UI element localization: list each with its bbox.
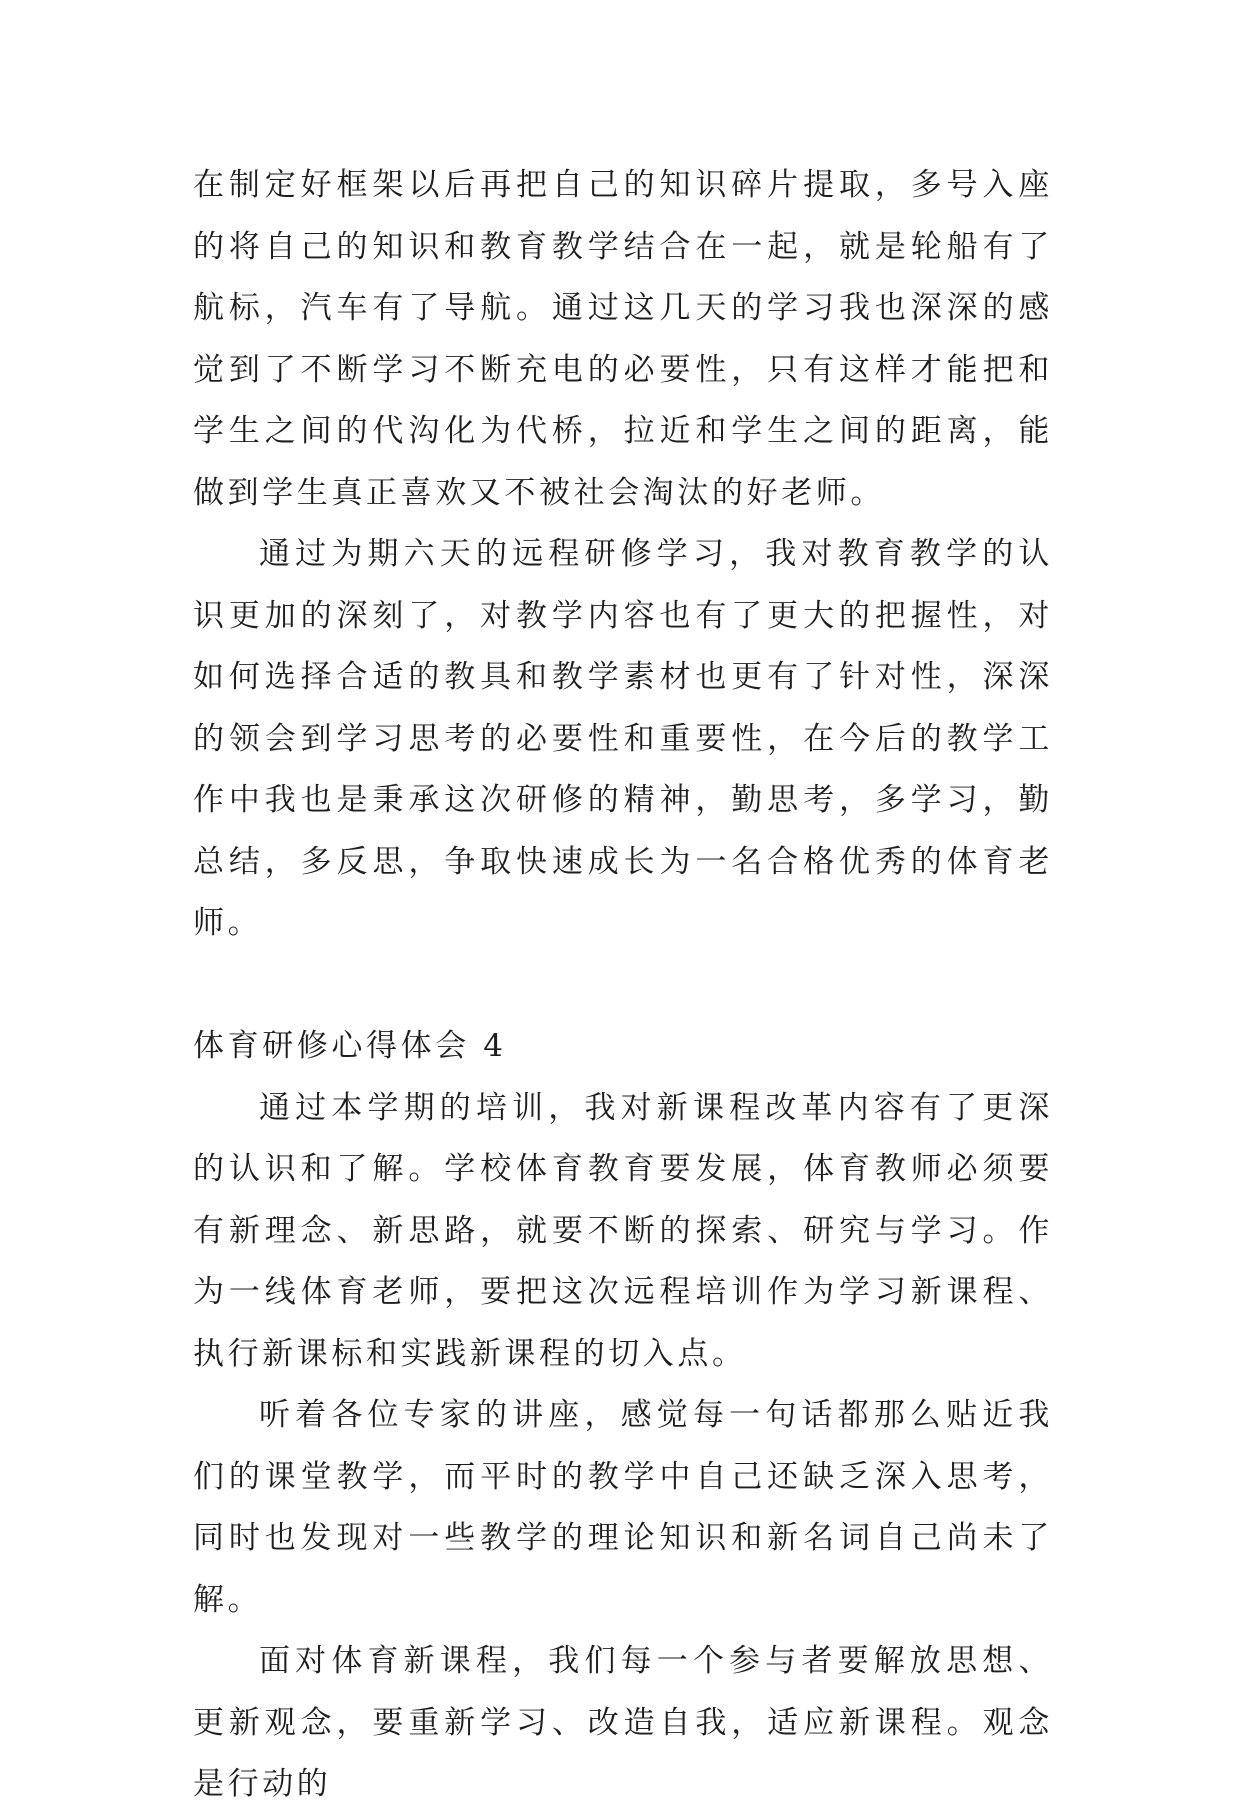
- paragraph: 通过本学期的培训，我对新课程改革内容有了更深的认识和了解。学校体育教育要发展，体育教师必须要有新理念、新思路，就要不断的探索、研究与学习。作为一线体育老师，要把这次远程培训作为学习新课程、执行新课标和实践新课程的切入点。: [193, 1089, 1053, 1372]
- document-body: [193, 155, 1053, 1816]
- section-spacer: [193, 955, 1053, 1017]
- paragraph-continued: 在制定好框架以后再把自己的知识碎片提取，多号入座的将自己的知识和教育教学结合在一起，就是轮船有了航标，汽车有了导航。通过这几天的学习我也深深的感觉到了不断学习不断充电的必要性，只有这样才能把和学生之间的代沟化为代桥，拉近和学生之间的距离，能做到学生真正喜欢又不被社会淘汰的好老师。: [193, 167, 1053, 511]
- paragraph-truncated: 面对体育新课程，我们每一个参与者要解放思想、更新观念，要重新学习、改造自我，适应新课程。观念是行动的: [193, 1643, 1053, 1802]
- paragraph: 听着各位专家的讲座，感觉每一句话都那么贴近我们的课堂教学，而平时的教学中自己还缺乏深入思考，同时也发现对一些教学的理论知识和新名词自己尚未了解。: [193, 1397, 1053, 1618]
- paragraph: 通过为期六天的远程研修学习，我对教育教学的认识更加的深刻了，对教学内容也有了更大的把握性，对如何选择合适的教具和教学素材也更有了针对性，深深的领会到学习思考的必要性和重要性，在今后的教学工作中我也是秉承这次研修的精神，勤思考，多学习，勤总结，多反思，争取快速成长为一名合格优秀的体育老师。: [193, 536, 1053, 941]
- section-title: 体育研修心得体会 4: [193, 1028, 507, 1064]
